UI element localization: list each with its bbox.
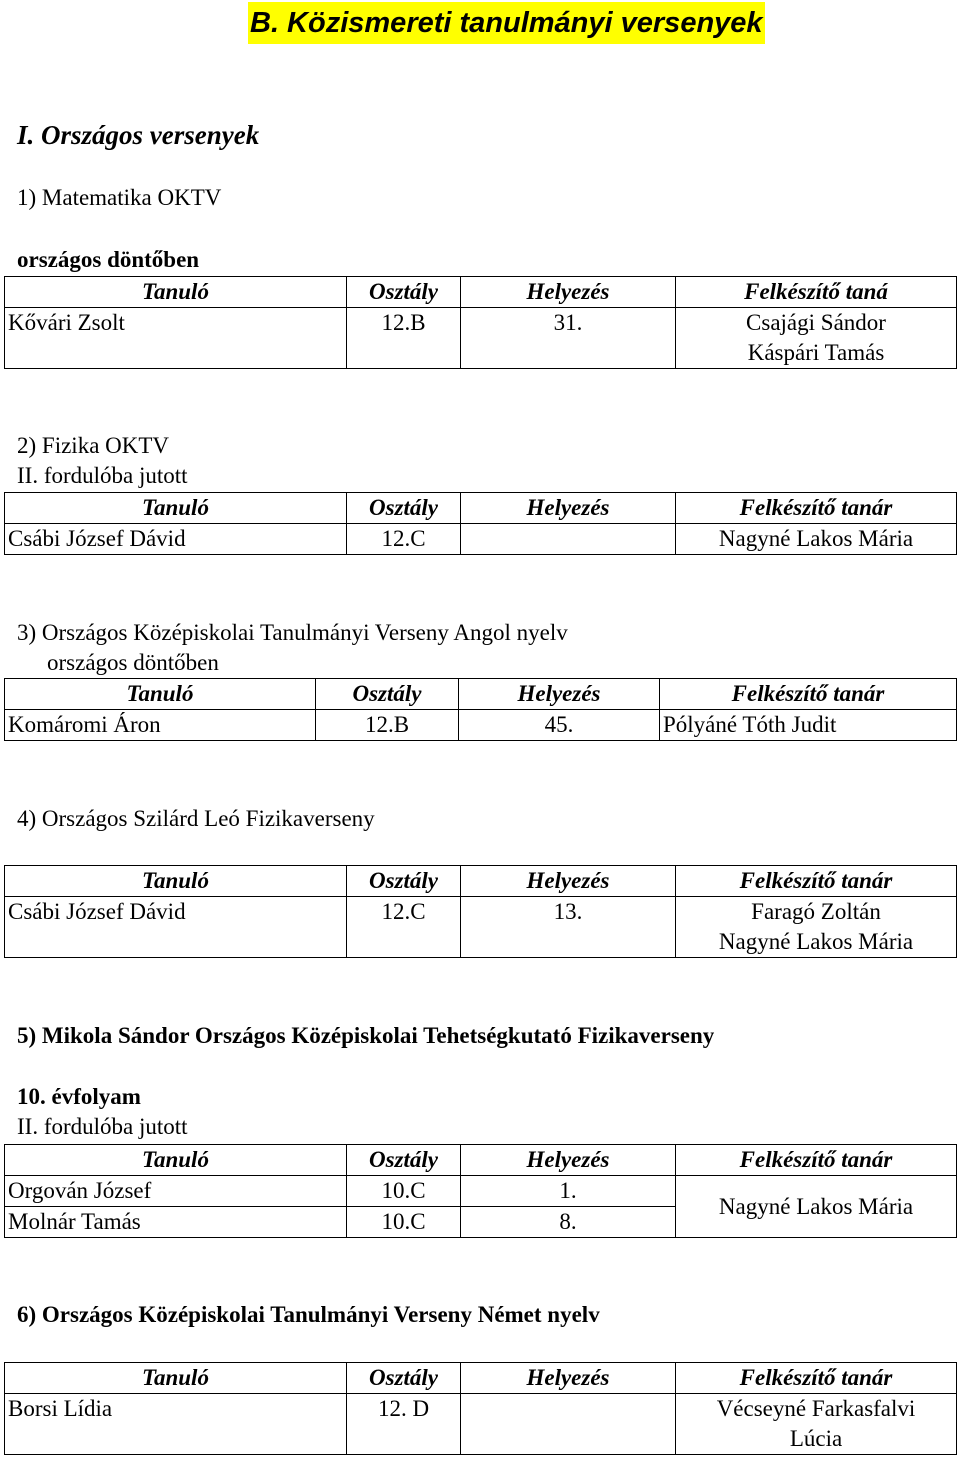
student-class: 10.C: [347, 1176, 461, 1207]
teacher-name: Faragó Zoltán: [751, 899, 881, 924]
header-teacher: Felkészítő tanár: [676, 1145, 957, 1176]
header-student: Tanuló: [5, 493, 347, 524]
student-place: 45.: [459, 710, 660, 741]
header-teacher: Felkészítő tanár: [676, 493, 957, 524]
header-student: Tanuló: [5, 1363, 347, 1394]
header-student: Tanuló: [5, 277, 347, 308]
teacher-cell: [676, 1394, 957, 1455]
teacher-name: Csajági Sándor: [746, 310, 886, 335]
comp1-heading: 1) Matematika OKTV: [17, 185, 222, 210]
table-row: [5, 1176, 957, 1207]
student-name: Csábi József Dávid: [5, 897, 347, 958]
comp3-round: országos döntőben: [47, 650, 219, 675]
header-teacher: Felkészítő tanár: [676, 1363, 957, 1394]
table-row: [5, 710, 957, 741]
teacher-name: Káspári Tamás: [747, 340, 885, 365]
table-row: [5, 308, 957, 369]
student-place: [461, 1394, 676, 1455]
table-header-row: [5, 277, 957, 308]
comp2-table: [4, 492, 957, 555]
student-place: 8.: [461, 1207, 676, 1238]
comp6-table: [4, 1362, 957, 1455]
student-place: [461, 524, 676, 555]
student-place: 13.: [461, 897, 676, 958]
comp5-table: [4, 1144, 957, 1238]
teacher-name: Vécseyné Farkasfalvi: [716, 1396, 916, 1421]
teacher-name: Nagyné Lakos Mária: [676, 1176, 957, 1238]
student-name: Kővári Zsolt: [5, 308, 347, 369]
table-header-row: [5, 679, 957, 710]
header-place: Helyezés: [461, 1145, 676, 1176]
comp1-round: országos döntőben: [17, 247, 200, 272]
teacher-name: Lúcia: [789, 1426, 843, 1451]
header-place: Helyezés: [459, 679, 660, 710]
header-teacher: Felkészítő taná: [676, 277, 957, 308]
student-name: Komáromi Áron: [5, 710, 316, 741]
student-name: Orgován József: [5, 1176, 347, 1207]
header-place: Helyezés: [461, 277, 676, 308]
student-name: Borsi Lídia: [5, 1394, 347, 1455]
header-student: Tanuló: [5, 866, 347, 897]
table-header-row: [5, 1363, 957, 1394]
table-row: [5, 897, 957, 958]
comp1-table: [4, 276, 957, 369]
student-class: 10.C: [347, 1207, 461, 1238]
student-name: Molnár Tamás: [5, 1207, 347, 1238]
comp3-heading: 3) Országos Középiskolai Tanulmányi Verseny Angol nyelv: [17, 620, 568, 645]
student-class: 12.C: [347, 524, 461, 555]
comp2-round: II. fordulóba jutott: [17, 463, 188, 488]
header-student: Tanuló: [5, 679, 316, 710]
header-teacher: Felkészítő tanár: [676, 866, 957, 897]
table-header-row: [5, 1145, 957, 1176]
header-student: Tanuló: [5, 1145, 347, 1176]
header-class: Osztály: [316, 679, 459, 710]
comp5-grade: 10. évfolyam: [17, 1084, 141, 1109]
student-class: 12.B: [347, 308, 461, 369]
teacher-cell: [676, 897, 957, 958]
table-row: [5, 1394, 957, 1455]
comp2-heading: 2) Fizika OKTV: [17, 433, 170, 458]
teacher-name: Pólyáné Tóth Judit: [660, 710, 957, 741]
student-place: 1.: [461, 1176, 676, 1207]
header-class: Osztály: [347, 866, 461, 897]
comp4-table: [4, 865, 957, 958]
section-heading: I. Országos versenyek: [17, 120, 260, 150]
header-place: Helyezés: [461, 493, 676, 524]
teacher-cell: [676, 308, 957, 369]
header-class: Osztály: [347, 1145, 461, 1176]
header-place: Helyezés: [461, 866, 676, 897]
table-header-row: [5, 493, 957, 524]
table-header-row: [5, 866, 957, 897]
header-class: Osztály: [347, 277, 461, 308]
teacher-name: Nagyné Lakos Mária: [676, 524, 957, 555]
header-class: Osztály: [347, 493, 461, 524]
student-name: Csábi József Dávid: [5, 524, 347, 555]
comp5-heading: 5) Mikola Sándor Országos Középiskolai Tehetségkutató Fizikaverseny: [17, 1023, 715, 1048]
table-row: [5, 524, 957, 555]
comp3-table: [4, 678, 957, 741]
student-class: 12.C: [347, 897, 461, 958]
comp6-heading: 6) Országos Középiskolai Tanulmányi Verseny Német nyelv: [17, 1302, 600, 1327]
header-place: Helyezés: [461, 1363, 676, 1394]
student-class: 12. D: [347, 1394, 461, 1455]
student-place: 31.: [461, 308, 676, 369]
student-class: 12.B: [316, 710, 459, 741]
comp5-round: II. fordulóba jutott: [17, 1114, 188, 1139]
page-title: B. Közismereti tanulmányi versenyek: [248, 2, 765, 44]
comp4-heading: 4) Országos Szilárd Leó Fizikaverseny: [17, 806, 375, 831]
header-class: Osztály: [347, 1363, 461, 1394]
header-teacher: Felkészítő tanár: [660, 679, 957, 710]
teacher-name: Nagyné Lakos Mária: [718, 929, 914, 954]
